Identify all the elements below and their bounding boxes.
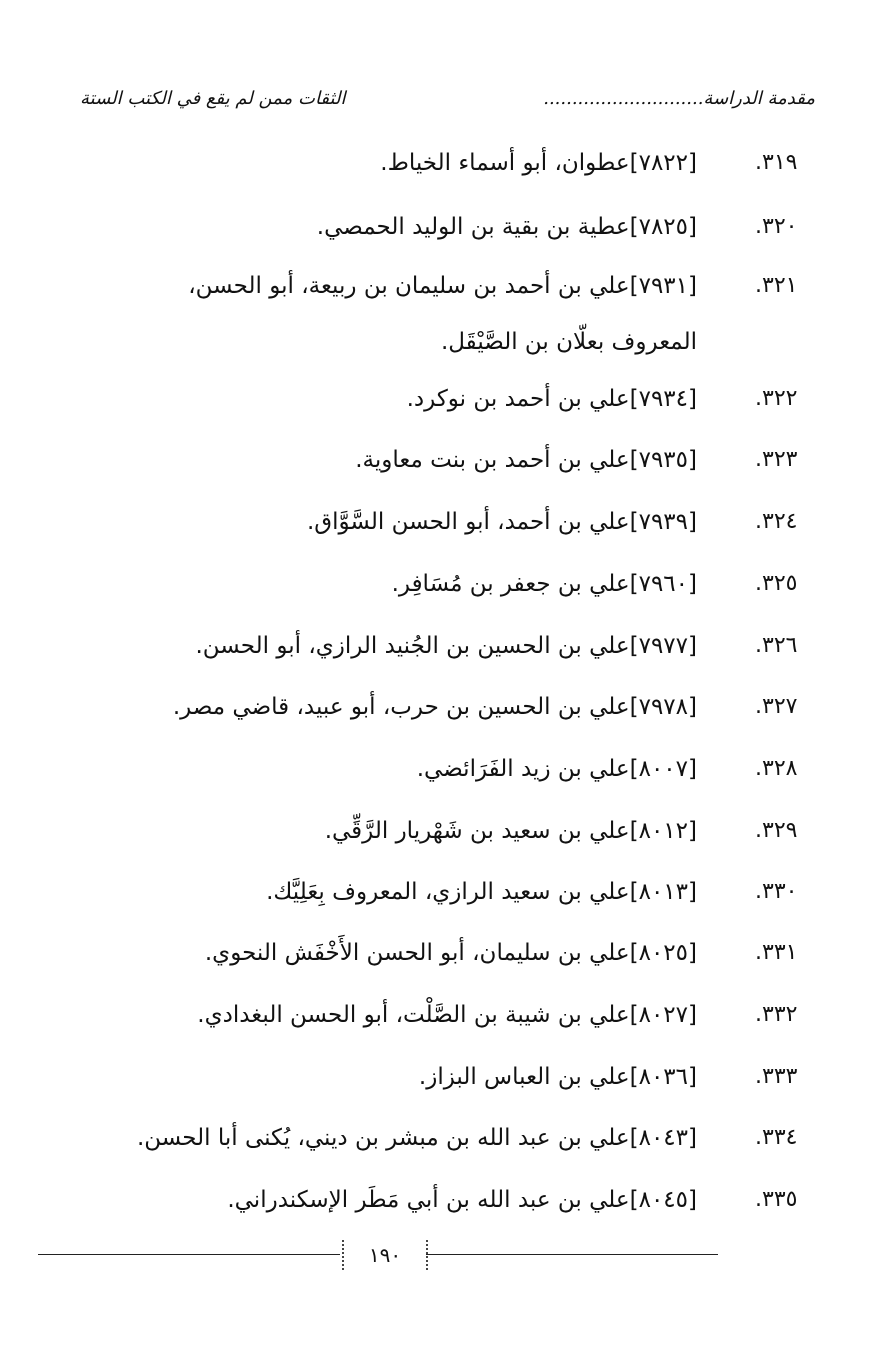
list-item <box>306 502 798 542</box>
entry-number: ٣٣٤. <box>755 1125 798 1150</box>
entry-number: ٣٣١. <box>755 940 798 965</box>
footer-rule-left <box>38 1254 340 1255</box>
entry-number: ٣٢٥. <box>755 571 798 596</box>
entry-number: ٣٢٦. <box>755 633 798 658</box>
entry-text: [٧٩٣١]علي بن أحمد بن سليمان بن ربيعة، أبو الحسن، <box>188 273 697 299</box>
entry-number: ٣٢٩. <box>755 818 798 843</box>
entry-number: ٣٢١. <box>755 273 798 298</box>
entry-text: [٨٠٢٧]علي بن شيبة بن الصَّلْت، أبو الحسن البغدادي. <box>197 1002 697 1028</box>
list-item <box>391 564 798 604</box>
list-item <box>406 379 798 419</box>
header-section-title: مقدمة الدراسة............................ <box>543 88 815 109</box>
list-item <box>416 749 798 789</box>
entry-text: [٨٠٠٧]علي بن زيد الفَرَائضي. <box>416 756 697 782</box>
list-item <box>195 626 798 666</box>
list-item <box>227 1180 798 1220</box>
entry-number: ٣٣٢. <box>755 1002 798 1027</box>
entry-text: [٧٩٧٨]علي بن الحسين بن حرب، أبو عبيد، قاضي مصر. <box>172 694 697 720</box>
entry-number: ٣٢٧. <box>755 694 798 719</box>
entry-text: [٧٨٢٥]عطية بن بقية بن الوليد الحمصي. <box>316 214 697 240</box>
page-number: ١٩٠ <box>342 1240 428 1270</box>
list-item <box>418 1057 798 1097</box>
entry-text: [٨٠١٢]علي بن سعيد بن شَهْريار الرَّقِّي. <box>324 818 697 844</box>
entry-number: ٣٢٢. <box>755 386 798 411</box>
entry-text: [٨٠٤٥]علي بن عبد الله بن أبي مَطَر الإسكندراني. <box>227 1187 697 1213</box>
entry-number: ٣٣٥. <box>755 1187 798 1212</box>
list-item <box>355 440 798 480</box>
list-item <box>324 811 798 851</box>
list-item <box>316 207 798 247</box>
entry-number: ٣٢٣. <box>755 447 798 472</box>
entry-text: [٧٩٣٤]علي بن أحمد بن نوكرد. <box>406 386 697 412</box>
entry-number: ٣٣٣. <box>755 1064 798 1089</box>
entry-text: [٨٠٤٣]علي بن عبد الله بن مبشر بن ديني، يُكنى أبا الحسن. <box>136 1125 697 1151</box>
list-item <box>136 1118 798 1158</box>
list-item <box>197 995 798 1035</box>
entry-text: [٧٩٣٩]علي بن أحمد، أبو الحسن السَّوَّاق. <box>306 509 697 535</box>
entry-text: [٧٨٢٢]عطوان، أبو أسماء الخياط. <box>380 150 697 176</box>
list-item <box>266 872 798 912</box>
entry-number: ٣٢٨. <box>755 756 798 781</box>
entry-text: [٧٩٣٥]علي بن أحمد بن بنت معاوية. <box>355 447 697 473</box>
entry-text-continuation: المعروف بعلّان بن الصَّيْقَل. <box>440 329 697 355</box>
entry-number: ٣١٩. <box>755 150 798 175</box>
list-item <box>172 687 798 727</box>
list-item <box>380 143 798 183</box>
entry-text: [٨٠١٣]علي بن سعيد الرازي، المعروف بِعَلِيَّك. <box>266 879 697 905</box>
entry-text: [٧٩٧٧]علي بن الحسين بن الجُنيد الرازي، أبو الحسن. <box>195 633 697 659</box>
list-item <box>188 266 798 355</box>
page-footer <box>38 1240 718 1280</box>
header-book-title: الثقات ممن لم يقع في الكتب الستة <box>80 88 346 109</box>
entry-number: ٣٢٤. <box>755 509 798 534</box>
list-item <box>204 933 798 973</box>
entry-text: [٨٠٣٦]علي بن العباس البزاز. <box>418 1064 697 1090</box>
footer-rule-right <box>426 1254 718 1255</box>
entry-text: [٨٠٢٥]علي بن سليمان، أبو الحسن الأَخْفَش النحوي. <box>204 940 697 966</box>
entry-text: [٧٩٦٠]علي بن جعفر بن مُسَافِر. <box>391 571 697 597</box>
entry-number: ٣٣٠. <box>755 879 798 904</box>
entry-number: ٣٢٠. <box>755 214 798 239</box>
